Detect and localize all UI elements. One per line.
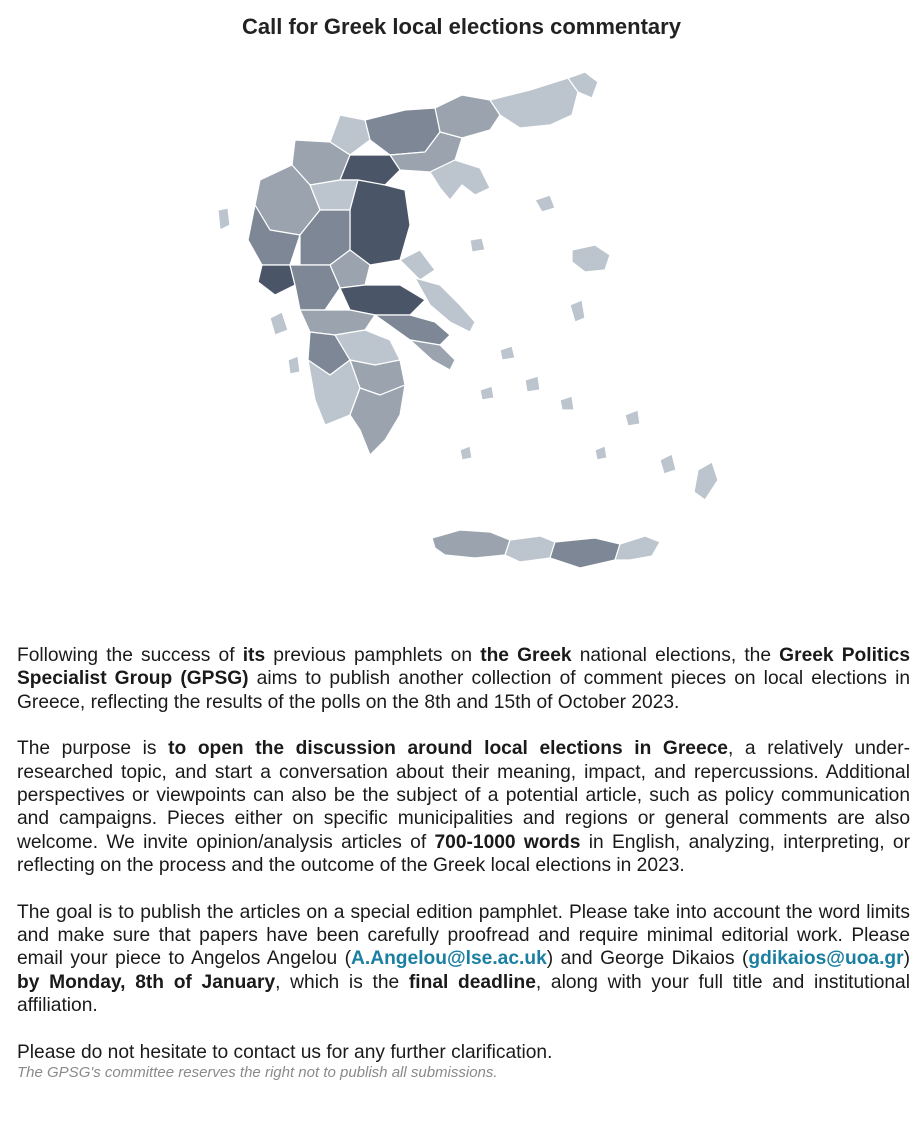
- map-region: [625, 410, 640, 426]
- map-region: [570, 300, 585, 322]
- map-region: [660, 454, 676, 474]
- contact-paragraph: Please do not hesitate to contact us for any further clarification.: [17, 1041, 553, 1063]
- map-region: [350, 385, 405, 455]
- bold-text: the Greek: [480, 645, 572, 666]
- text: , a relatively under-researched topic, and start a conversation about their meaning, impact, and repercussions. Additional perspectives or viewpoints can also be the subject of a potential article, such as policy communication and campaigns. Pieces either on specific municipalities and regions or general comments are also welcome. We invite opinion/analysis articles of: [17, 738, 910, 853]
- text: Following the success of: [17, 645, 243, 666]
- map-region: [460, 446, 472, 460]
- map-region: [535, 195, 555, 212]
- purpose-paragraph: [17, 737, 910, 877]
- footer-note: The GPSG's committee reserves the right not to publish all submissions.: [17, 1064, 498, 1082]
- map-region: [615, 536, 660, 560]
- text: aims to publish another collection of comment pieces on local elections in Greece, reflecting the results of the polls on the 8th and 15th of October 2023.: [17, 668, 910, 713]
- map-region: [290, 265, 340, 310]
- map-region: [550, 538, 620, 568]
- map-region: [432, 530, 510, 558]
- map-region: [560, 396, 574, 410]
- map-region: [595, 446, 607, 460]
- submission-paragraph: [17, 901, 910, 1018]
- intro-paragraph: [17, 644, 910, 714]
- map-region: [400, 250, 435, 280]
- text: national elections, the: [571, 645, 780, 666]
- map-region: [350, 180, 410, 265]
- text: ): [903, 948, 910, 970]
- text: The goal is to publish the articles on a special edition pamphlet. Please take into account the word limits and make sure that papers have been carefully proofread and require minimal editorial work. Please email your piece to Angelos Angelou (: [17, 901, 910, 970]
- map-region: [505, 536, 555, 562]
- map-region: [480, 386, 494, 400]
- greece-regions-map: [200, 60, 740, 595]
- map-region: [694, 462, 718, 500]
- map-region: [218, 208, 230, 230]
- text: previous pamphlets on: [265, 645, 481, 666]
- body-text: [17, 644, 910, 1082]
- text: in English, analyzing, interpreting, or reflecting on the process and the outcome of the Greek local elections in 2023.: [17, 831, 910, 877]
- map-region: [270, 312, 288, 335]
- deadline-date: by Monday, 8th of January: [17, 971, 276, 993]
- bold-text: final deadline: [408, 971, 536, 993]
- group-name: Greek Politics Specialist Group (GPSG): [17, 645, 910, 690]
- page-title: Call for Greek local elections commentary: [242, 14, 681, 39]
- map-region: [258, 265, 295, 295]
- map-region: [525, 376, 540, 392]
- text: , which is the: [275, 971, 409, 993]
- email-link-dikaios[interactable]: gdikaios@uoa.gr: [748, 948, 904, 970]
- text: The purpose is: [17, 738, 169, 760]
- map-region: [470, 238, 485, 252]
- map-region: [288, 356, 300, 374]
- map-region: [410, 340, 455, 370]
- map-region: [572, 245, 610, 272]
- map-region: [500, 346, 515, 360]
- map-region: [490, 78, 578, 128]
- word-count: 700-1000 words: [434, 831, 581, 853]
- bold-text: its: [242, 645, 266, 666]
- bold-text: to open the discussion around local elections in Greece: [168, 738, 728, 760]
- email-link-angelou[interactable]: A.Angelou@lse.ac.uk: [351, 948, 547, 970]
- text: ) and George Dikaios (: [546, 948, 749, 970]
- text: , along with your full title and institutional affiliation.: [17, 971, 910, 1017]
